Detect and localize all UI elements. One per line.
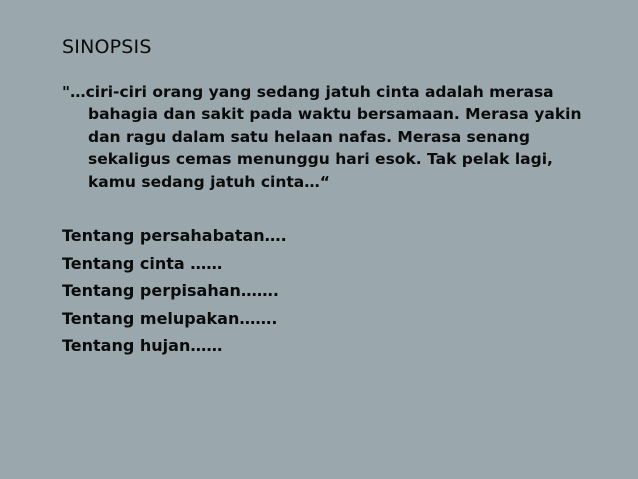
quote-line: kamu sedang jatuh cinta…“ bbox=[88, 172, 330, 191]
topic-item: Tentang cinta …… bbox=[62, 253, 223, 273]
quote-line: sekaligus cemas menunggu hari esok. Tak pelak lagi, bbox=[88, 150, 553, 169]
quote-line: dan ragu dalam satu helaan nafas. Merasa senang bbox=[88, 127, 530, 146]
topic-item: Tentang hujan…… bbox=[62, 336, 223, 355]
topic-list bbox=[62, 225, 287, 363]
slide-title: SINOPSIS bbox=[62, 36, 152, 58]
quote-line: "…ciri-ciri orang yang sedang jatuh cinta adalah merasa bbox=[62, 83, 554, 101]
quote-line: bahagia dan sakit pada waktu bersamaan. Merasa yakin bbox=[88, 105, 582, 124]
topic-item: Tentang perpisahan……. bbox=[62, 281, 279, 300]
topic-item: Tentang melupakan……. bbox=[62, 308, 278, 328]
synopsis-quote bbox=[62, 81, 602, 193]
topic-item: Tentang persahabatan…. bbox=[62, 226, 287, 245]
